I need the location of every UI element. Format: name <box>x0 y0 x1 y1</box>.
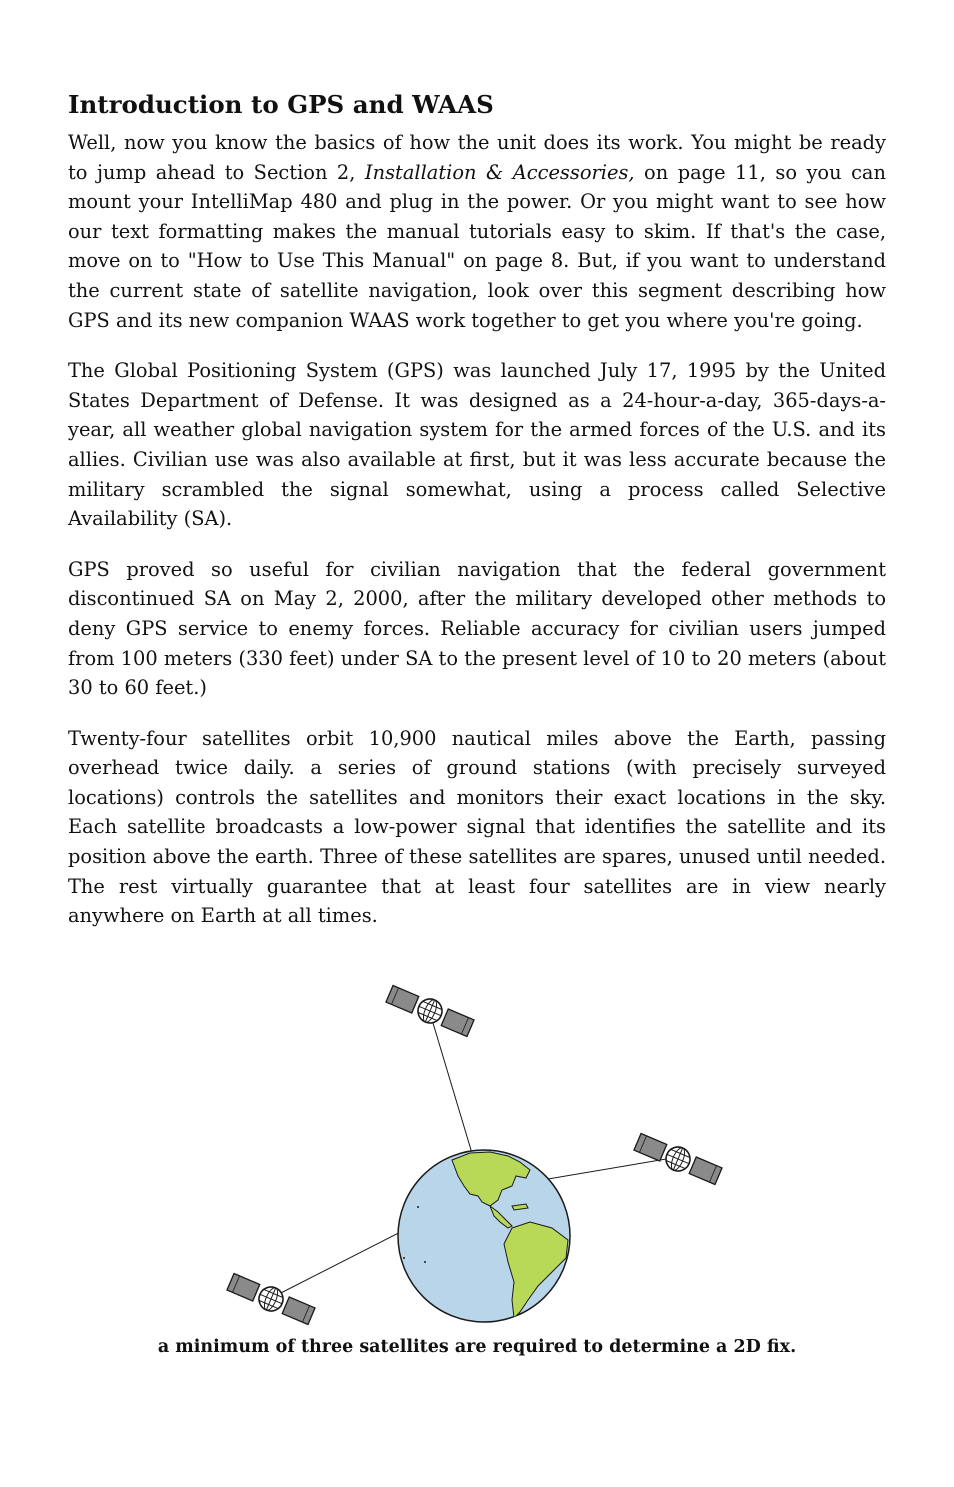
figure-caption: a minimum of three satellites are required to determine a 2D fix. <box>157 1337 797 1357</box>
section-heading: Introduction to GPS and WAAS <box>68 90 494 119</box>
paragraph-selective-availability: GPS proved so useful for civilian navigation that the federal government discontinued SA on May 2, 2000, after the military developed other methods to deny GPS service to enemy forces. Reliable accuracy for civilian users jumped from 100 meters (330 feet) under SA to the present level of 10 to 20 meters (about 30 to 60 feet.) <box>68 557 886 700</box>
page-content <box>68 88 886 952</box>
satellite-icon <box>226 1271 316 1327</box>
satellite-illustration <box>0 975 954 1335</box>
paragraph-satellite-constellation: Twenty-four satellites orbit 10,900 nautical miles above the Earth, passing overhead twice daily. a series of ground stations (with precisely surveyed locations) controls the satellites and monitors their exact locations in the sky. Each satellite broadcasts a low-power signal that identifies the satellite and its position above the earth. Three of these satellites are spares, unused until needed. The rest virtually guarantee that at least four satellites are in view nearly anywhere on Earth at all times. <box>68 726 886 928</box>
paragraph-intro-continued: on page 11, so you can mount your IntelliMap 480 and plug in the power. Or you might want to see how our text formatting makes the manual tutorials easy to skim. If that's the case, move on to "How to Use This Manual" on page 8. But, if you want to understand the current state of satellite navigation, look over this segment describing how GPS and its new companion WAAS work together to get you where you're going. <box>68 160 886 332</box>
satellite-figure <box>0 975 954 1335</box>
satellite-icon <box>385 983 475 1039</box>
satellite-icon <box>633 1131 723 1187</box>
section-title-reference: Installation & Accessories, <box>364 160 635 184</box>
paragraph-gps-history: The Global Positioning System (GPS) was launched July 17, 1995 by the United States Department of Defense. It was designed as a 24-hour-a-day, 365-days-a-year, all weather global navigation system for the armed forces of the U.S. and its allies. Civilian use was also available at first, but it was less accurate because the military scrambled the signal somewhat, using a process called Selective Availability (SA). <box>68 359 886 531</box>
earth-globe-icon <box>398 1148 570 1322</box>
paragraph-intro-text: Well, now you know the basics of how the unit does its work. You might be ready to jump ahead to Section 2, <box>68 131 886 184</box>
paragraph-intro <box>68 128 886 335</box>
